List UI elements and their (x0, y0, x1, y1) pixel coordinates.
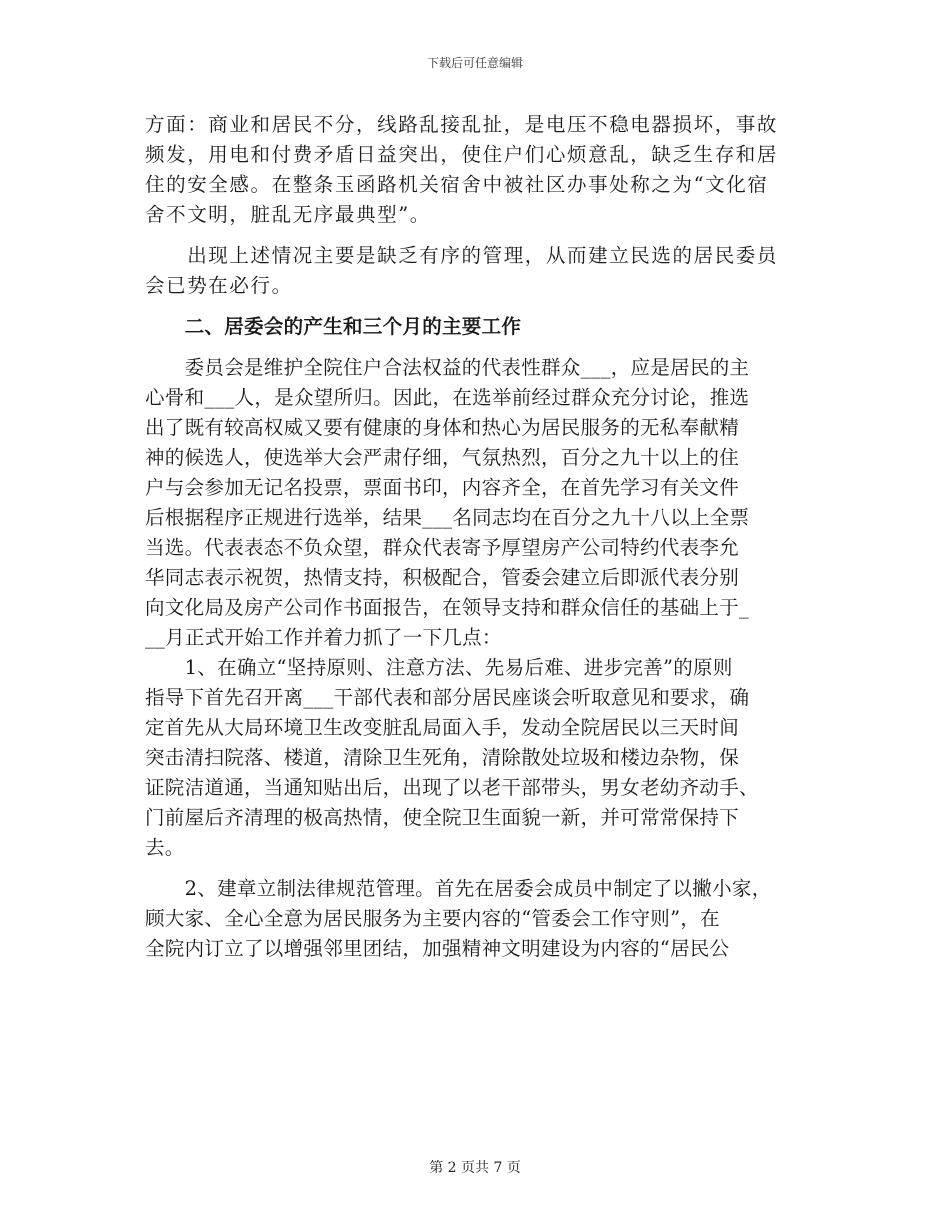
text-line: 顾大家、全心全意为居民服务为主要内容的“管委会工作守则”，在 (145, 907, 720, 930)
text-line: 门前屋后齐清理的极高热情，使全院卫生面貌一新，并可常常保持下 (145, 806, 740, 829)
text-line: 去。 (145, 836, 185, 859)
text-line: 指导下首先召开离___干部代表和部分居民座谈会听取意见和要求，确 (145, 686, 750, 709)
page-footer: 第 2 页共 7 页 (429, 1160, 521, 1176)
document-body (145, 110, 805, 964)
text-line: 出现上述情况主要是缺乏有序的管理，从而建立民选的居民委员 (145, 244, 779, 267)
text-line: 向文化局及房产公司作书面报告，在领导支持和群众信任的基础上于_ (145, 596, 750, 619)
text-line: 心骨和___人，是众望所归。因此，在选举前经过群众充分讨论，推选 (145, 386, 750, 409)
paragraph-summary (145, 241, 805, 301)
text-line: 出了既有较高权威又要有健康的身体和热心为居民服务的无私奉献精 (145, 416, 740, 439)
paragraph-committee (145, 353, 805, 653)
text-line: 定首先从大局环境卫生改变脏乱局面入手，发动全院居民以三天时间 (145, 716, 740, 739)
paragraph-item-1 (145, 653, 805, 863)
heading-text: 二、居委会的产生和三个月的主要工作 (145, 315, 522, 338)
text-line: __月正式开始工作并着力抓了一下几点： (145, 626, 502, 649)
text-line: 1、在确立“坚持原则、注意方法、先易后难、进步完善”的原则 (145, 656, 733, 679)
text-line: 全院内订立了以增强邻里团结，加强精神文明建设为内容的“居民公 (145, 937, 730, 960)
text-line: 会已势在必行。 (145, 274, 293, 297)
section-heading (145, 312, 805, 342)
text-line: 住的安全感。在整条玉函路机关宿舍中被社区办事处称之为“文化宿 (145, 173, 769, 196)
paragraph-facilities (145, 110, 805, 230)
paragraph-item-2 (145, 874, 805, 964)
text-line: 当选。代表表态不负众望，群众代表寄予厚望房产公司特约代表李允 (145, 536, 740, 559)
text-line: 频发，用电和付费矛盾日益突出，使住户们心烦意乱，缺乏生存和居 (145, 143, 779, 166)
text-line: 方面：商业和居民不分，线路乱接乱扯，是电压不稳电器损坏，事故 (145, 113, 779, 136)
page-header: 下载后可任意编辑 (426, 56, 523, 70)
text-line: 突击清扫院落、楼道，清除卫生死角，清除散处垃圾和楼边杂物，保 (145, 746, 740, 769)
text-line: 神的候选人，使选举大会严肃仔细，气氛热烈，百分之九十以上的住 (145, 446, 740, 469)
text-line: 舍不文明，脏乱无序最典型”。 (145, 203, 431, 226)
text-line: 证院洁道通，当通知贴出后，出现了以老干部带头，男女老幼齐动手、 (145, 776, 759, 799)
text-line: 2、建章立制法律规范管理。首先在居委会成员中制定了以撇小家， (145, 877, 772, 900)
text-line: 华同志表示祝贺，热情支持，积极配合，管委会建立后即派代表分别 (145, 566, 740, 589)
text-line: 户与会参加无记名投票，票面书印，内容齐全，在首先学习有关文件 (145, 476, 740, 499)
text-line: 后根据程序正规进行选举，结果___名同志均在百分之九十八以上全票 (145, 506, 750, 529)
text-line: 委员会是维护全院住户合法权益的代表性群众___，应是居民的主 (145, 356, 750, 379)
